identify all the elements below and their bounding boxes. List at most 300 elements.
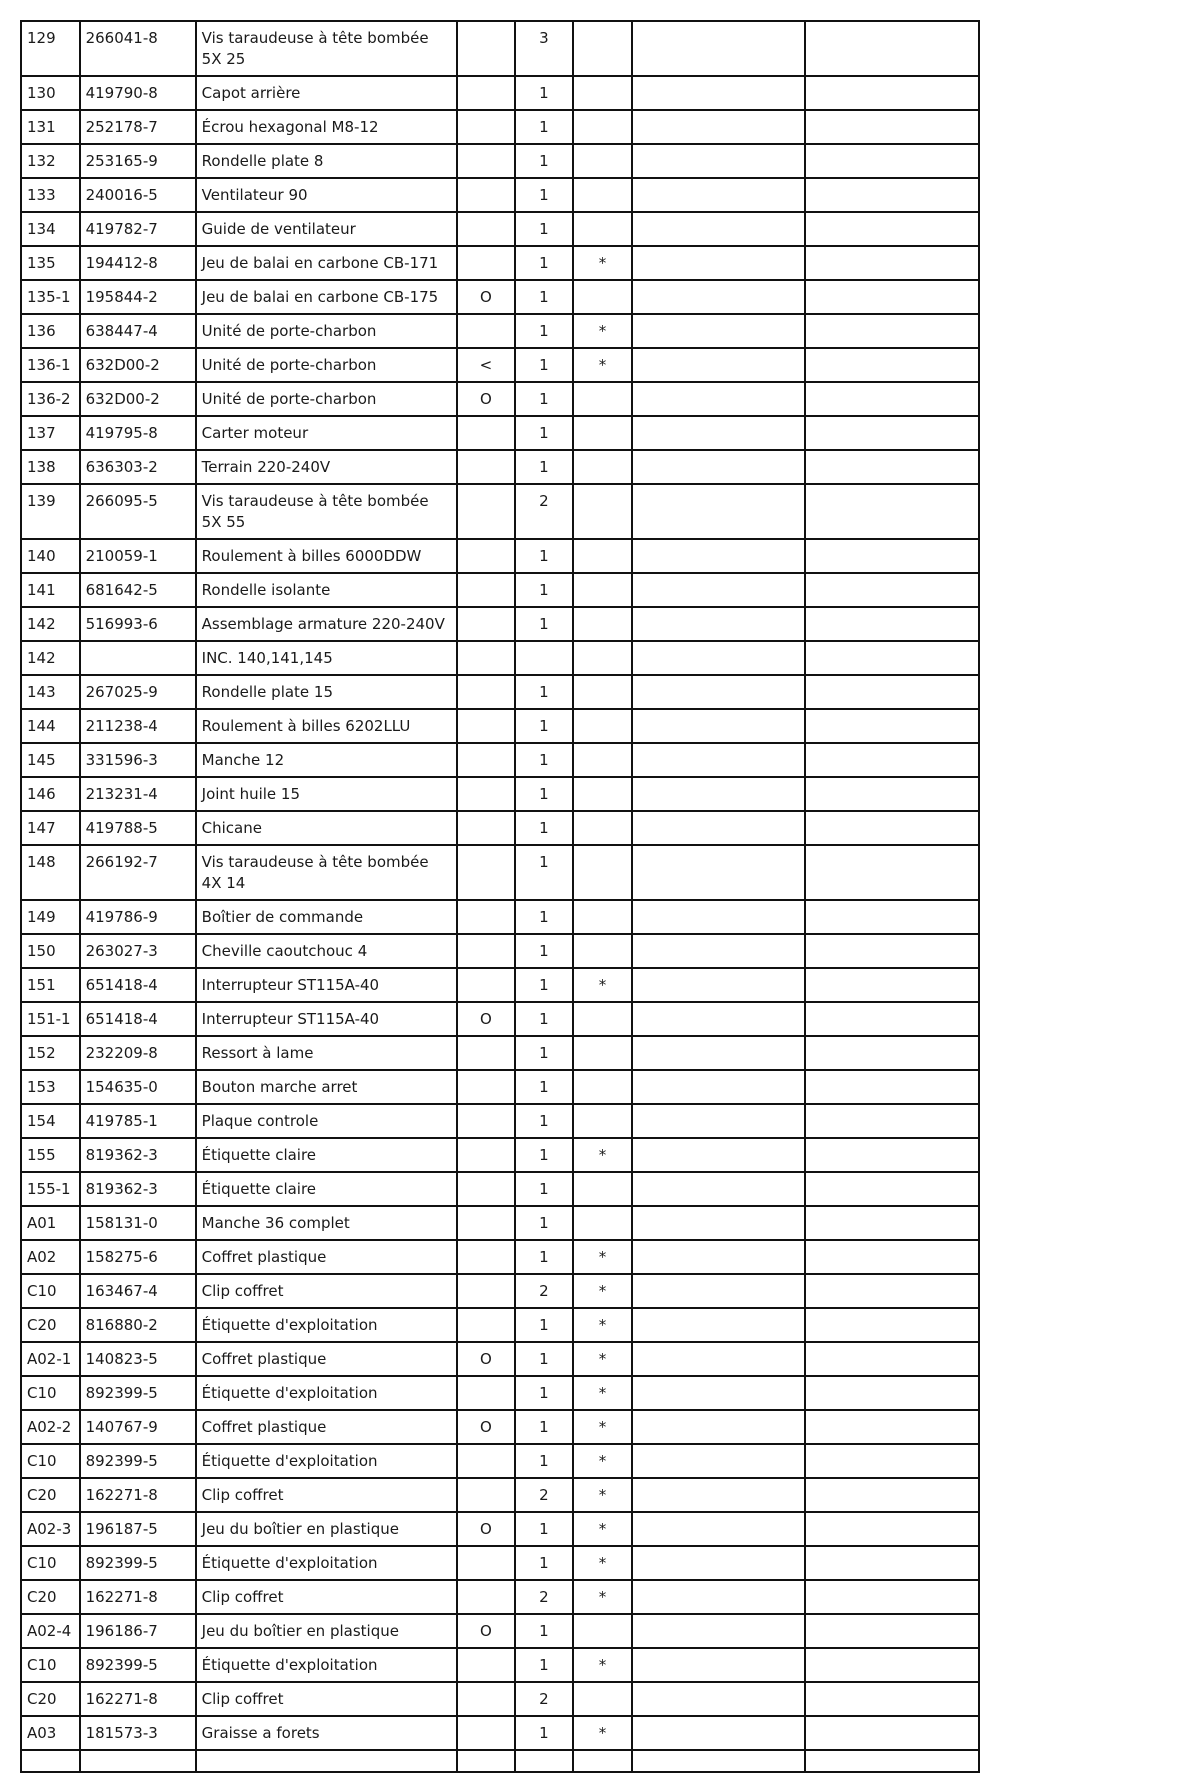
- part-number-cell: 419785-1: [80, 1104, 196, 1138]
- option-flag-cell: [457, 900, 515, 934]
- extra-column-1-cell: [632, 1342, 806, 1376]
- part-description-cell: Roulement à billes 6000DDW: [196, 539, 457, 573]
- table-row: [21, 1342, 979, 1376]
- option-flag-cell: [457, 1750, 515, 1772]
- option-flag-cell: [457, 1240, 515, 1274]
- extra-column-1-cell: [632, 777, 806, 811]
- part-description-cell: Jeu de balai en carbone CB-171: [196, 246, 457, 280]
- item-number-cell: 136: [21, 314, 80, 348]
- part-number-cell: 213231-4: [80, 777, 196, 811]
- note-mark-cell: [573, 110, 632, 144]
- item-number-cell: 136-2: [21, 382, 80, 416]
- note-mark-cell: *: [573, 1342, 632, 1376]
- option-flag-cell: [457, 246, 515, 280]
- option-flag-cell: [457, 1070, 515, 1104]
- part-description-cell: Unité de porte-charbon: [196, 382, 457, 416]
- note-mark-cell: [573, 900, 632, 934]
- part-description-cell: Ressort à lame: [196, 1036, 457, 1070]
- table-row: [21, 1546, 979, 1580]
- table-row: [21, 348, 979, 382]
- option-flag-cell: [457, 1580, 515, 1614]
- extra-column-2-cell: [805, 280, 979, 314]
- extra-column-2-cell: [805, 1546, 979, 1580]
- extra-column-2-cell: [805, 1614, 979, 1648]
- part-description-cell: Clip coffret: [196, 1682, 457, 1716]
- extra-column-2-cell: [805, 1070, 979, 1104]
- table-row: [21, 1206, 979, 1240]
- option-flag-cell: [457, 1478, 515, 1512]
- option-flag-cell: [457, 1444, 515, 1478]
- quantity-cell: 1: [515, 1002, 574, 1036]
- table-row: [21, 709, 979, 743]
- item-number-cell: 141: [21, 573, 80, 607]
- extra-column-2-cell: [805, 1240, 979, 1274]
- quantity-cell: 3: [515, 21, 574, 76]
- extra-column-1-cell: [632, 1648, 806, 1682]
- part-number-cell: 181573-3: [80, 1716, 196, 1750]
- quantity-cell: 1: [515, 416, 574, 450]
- part-number-cell: 266041-8: [80, 21, 196, 76]
- option-flag-cell: [457, 1274, 515, 1308]
- table-row: [21, 144, 979, 178]
- note-mark-cell: [573, 539, 632, 573]
- table-row: [21, 641, 979, 675]
- part-description-cell: Bouton marche arret: [196, 1070, 457, 1104]
- extra-column-1-cell: [632, 1002, 806, 1036]
- extra-column-1-cell: [632, 484, 806, 539]
- note-mark-cell: *: [573, 1376, 632, 1410]
- quantity-cell: 1: [515, 539, 574, 573]
- option-flag-cell: [457, 416, 515, 450]
- parts-list-sheet: [20, 20, 980, 1773]
- quantity-cell: 1: [515, 144, 574, 178]
- option-flag-cell: [457, 968, 515, 1002]
- item-number-cell: 135: [21, 246, 80, 280]
- extra-column-1-cell: [632, 110, 806, 144]
- option-flag-cell: O: [457, 1002, 515, 1036]
- extra-column-1-cell: [632, 1104, 806, 1138]
- note-mark-cell: *: [573, 246, 632, 280]
- option-flag-cell: [457, 484, 515, 539]
- quantity-cell: 1: [515, 743, 574, 777]
- extra-column-1-cell: [632, 314, 806, 348]
- part-number-cell: 266095-5: [80, 484, 196, 539]
- part-description-cell: Coffret plastique: [196, 1342, 457, 1376]
- table-row: [21, 76, 979, 110]
- part-number-cell: 892399-5: [80, 1376, 196, 1410]
- option-flag-cell: [457, 1138, 515, 1172]
- option-flag-cell: [457, 144, 515, 178]
- item-number-cell: C10: [21, 1444, 80, 1478]
- quantity-cell: 1: [515, 900, 574, 934]
- note-mark-cell: *: [573, 1274, 632, 1308]
- extra-column-2-cell: [805, 607, 979, 641]
- part-description-cell: Carter moteur: [196, 416, 457, 450]
- table-row: [21, 1750, 979, 1772]
- extra-column-2-cell: [805, 743, 979, 777]
- parts-table-body: [21, 21, 979, 1772]
- table-row: [21, 1104, 979, 1138]
- note-mark-cell: [573, 743, 632, 777]
- quantity-cell: 1: [515, 811, 574, 845]
- extra-column-2-cell: [805, 573, 979, 607]
- extra-column-1-cell: [632, 1614, 806, 1648]
- table-row: [21, 845, 979, 900]
- part-description-cell: Vis taraudeuse à tête bombée 5X 55: [196, 484, 457, 539]
- extra-column-2-cell: [805, 348, 979, 382]
- extra-column-2-cell: [805, 450, 979, 484]
- extra-column-1-cell: [632, 280, 806, 314]
- item-number-cell: 142: [21, 641, 80, 675]
- option-flag-cell: [457, 675, 515, 709]
- extra-column-1-cell: [632, 675, 806, 709]
- part-number-cell: 163467-4: [80, 1274, 196, 1308]
- extra-column-1-cell: [632, 1240, 806, 1274]
- item-number-cell: 150: [21, 934, 80, 968]
- item-number-cell: 152: [21, 1036, 80, 1070]
- table-row: [21, 246, 979, 280]
- extra-column-2-cell: [805, 212, 979, 246]
- part-number-cell: 196186-7: [80, 1614, 196, 1648]
- part-number-cell: [80, 641, 196, 675]
- option-flag-cell: O: [457, 1614, 515, 1648]
- option-flag-cell: O: [457, 1342, 515, 1376]
- extra-column-2-cell: [805, 934, 979, 968]
- table-row: [21, 1172, 979, 1206]
- part-number-cell: 419790-8: [80, 76, 196, 110]
- extra-column-1-cell: [632, 76, 806, 110]
- extra-column-1-cell: [632, 1716, 806, 1750]
- table-row: [21, 777, 979, 811]
- table-row: [21, 900, 979, 934]
- quantity-cell: 1: [515, 450, 574, 484]
- part-description-cell: Vis taraudeuse à tête bombée 4X 14: [196, 845, 457, 900]
- quantity-cell: 1: [515, 280, 574, 314]
- part-number-cell: 681642-5: [80, 573, 196, 607]
- part-number-cell: 194412-8: [80, 246, 196, 280]
- extra-column-2-cell: [805, 968, 979, 1002]
- table-row: [21, 1478, 979, 1512]
- part-description-cell: Interrupteur ST115A-40: [196, 1002, 457, 1036]
- part-description-cell: Graisse a forets: [196, 1716, 457, 1750]
- extra-column-1-cell: [632, 1750, 806, 1772]
- note-mark-cell: *: [573, 1444, 632, 1478]
- table-row: [21, 1274, 979, 1308]
- part-description-cell: Manche 12: [196, 743, 457, 777]
- extra-column-1-cell: [632, 709, 806, 743]
- note-mark-cell: [573, 1206, 632, 1240]
- option-flag-cell: [457, 1716, 515, 1750]
- option-flag-cell: [457, 314, 515, 348]
- quantity-cell: 1: [515, 709, 574, 743]
- note-mark-cell: *: [573, 314, 632, 348]
- table-row: [21, 314, 979, 348]
- item-number-cell: A01: [21, 1206, 80, 1240]
- item-number-cell: 155: [21, 1138, 80, 1172]
- item-number-cell: 133: [21, 178, 80, 212]
- note-mark-cell: [573, 144, 632, 178]
- extra-column-2-cell: [805, 900, 979, 934]
- extra-column-2-cell: [805, 1376, 979, 1410]
- table-row: [21, 1614, 979, 1648]
- quantity-cell: 1: [515, 348, 574, 382]
- part-number-cell: 158275-6: [80, 1240, 196, 1274]
- quantity-cell: 1: [515, 1376, 574, 1410]
- part-number-cell: 162271-8: [80, 1478, 196, 1512]
- extra-column-2-cell: [805, 1716, 979, 1750]
- extra-column-1-cell: [632, 1410, 806, 1444]
- note-mark-cell: *: [573, 1716, 632, 1750]
- table-row: [21, 1070, 979, 1104]
- part-description-cell: Rondelle plate 15: [196, 675, 457, 709]
- quantity-cell: 1: [515, 1614, 574, 1648]
- note-mark-cell: *: [573, 1308, 632, 1342]
- part-description-cell: Unité de porte-charbon: [196, 314, 457, 348]
- extra-column-2-cell: [805, 675, 979, 709]
- quantity-cell: 1: [515, 1172, 574, 1206]
- part-number-cell: 819362-3: [80, 1138, 196, 1172]
- extra-column-2-cell: [805, 110, 979, 144]
- item-number-cell: 129: [21, 21, 80, 76]
- extra-column-2-cell: [805, 1682, 979, 1716]
- extra-column-1-cell: [632, 1206, 806, 1240]
- quantity-cell: 1: [515, 1308, 574, 1342]
- part-description-cell: Plaque controle: [196, 1104, 457, 1138]
- table-row: [21, 1682, 979, 1716]
- item-number-cell: A02-3: [21, 1512, 80, 1546]
- extra-column-2-cell: [805, 1410, 979, 1444]
- parts-table: [20, 20, 980, 1773]
- extra-column-2-cell: [805, 1138, 979, 1172]
- option-flag-cell: [457, 607, 515, 641]
- extra-column-1-cell: [632, 900, 806, 934]
- item-number-cell: 144: [21, 709, 80, 743]
- quantity-cell: 1: [515, 573, 574, 607]
- extra-column-1-cell: [632, 246, 806, 280]
- option-flag-cell: [457, 743, 515, 777]
- item-number-cell: 143: [21, 675, 80, 709]
- table-row: [21, 539, 979, 573]
- item-number-cell: A02-1: [21, 1342, 80, 1376]
- note-mark-cell: [573, 1614, 632, 1648]
- note-mark-cell: [573, 675, 632, 709]
- item-number-cell: C10: [21, 1274, 80, 1308]
- part-description-cell: Clip coffret: [196, 1478, 457, 1512]
- note-mark-cell: [573, 811, 632, 845]
- table-row: [21, 110, 979, 144]
- extra-column-2-cell: [805, 1648, 979, 1682]
- table-row: [21, 280, 979, 314]
- table-row: [21, 21, 979, 76]
- part-number-cell: 195844-2: [80, 280, 196, 314]
- item-number-cell: C10: [21, 1376, 80, 1410]
- note-mark-cell: [573, 1002, 632, 1036]
- quantity-cell: 1: [515, 76, 574, 110]
- option-flag-cell: [457, 1682, 515, 1716]
- extra-column-2-cell: [805, 1444, 979, 1478]
- extra-column-2-cell: [805, 1478, 979, 1512]
- part-description-cell: Guide de ventilateur: [196, 212, 457, 246]
- quantity-cell: 1: [515, 1648, 574, 1682]
- part-number-cell: 140767-9: [80, 1410, 196, 1444]
- option-flag-cell: [457, 845, 515, 900]
- part-number-cell: 210059-1: [80, 539, 196, 573]
- table-row: [21, 416, 979, 450]
- extra-column-1-cell: [632, 212, 806, 246]
- table-row: [21, 811, 979, 845]
- item-number-cell: 137: [21, 416, 80, 450]
- quantity-cell: 1: [515, 845, 574, 900]
- extra-column-2-cell: [805, 21, 979, 76]
- extra-column-1-cell: [632, 845, 806, 900]
- table-row: [21, 1444, 979, 1478]
- item-number-cell: 151: [21, 968, 80, 1002]
- part-number-cell: 636303-2: [80, 450, 196, 484]
- part-description-cell: Vis taraudeuse à tête bombée 5X 25: [196, 21, 457, 76]
- quantity-cell: 1: [515, 212, 574, 246]
- note-mark-cell: [573, 76, 632, 110]
- extra-column-2-cell: [805, 76, 979, 110]
- table-row: [21, 1512, 979, 1546]
- option-flag-cell: [457, 934, 515, 968]
- quantity-cell: 1: [515, 1444, 574, 1478]
- extra-column-1-cell: [632, 1682, 806, 1716]
- extra-column-2-cell: [805, 1342, 979, 1376]
- item-number-cell: C10: [21, 1648, 80, 1682]
- extra-column-2-cell: [805, 314, 979, 348]
- note-mark-cell: [573, 777, 632, 811]
- quantity-cell: 1: [515, 1410, 574, 1444]
- extra-column-2-cell: [805, 1172, 979, 1206]
- option-flag-cell: [457, 110, 515, 144]
- extra-column-1-cell: [632, 1138, 806, 1172]
- option-flag-cell: [457, 1376, 515, 1410]
- part-number-cell: 252178-7: [80, 110, 196, 144]
- table-row: [21, 450, 979, 484]
- part-description-cell: [196, 1750, 457, 1772]
- part-number-cell: 211238-4: [80, 709, 196, 743]
- item-number-cell: A02-4: [21, 1614, 80, 1648]
- quantity-cell: 2: [515, 1682, 574, 1716]
- quantity-cell: 1: [515, 607, 574, 641]
- note-mark-cell: *: [573, 1580, 632, 1614]
- item-number-cell: A02: [21, 1240, 80, 1274]
- part-number-cell: 516993-6: [80, 607, 196, 641]
- table-row: [21, 212, 979, 246]
- part-number-cell: 419786-9: [80, 900, 196, 934]
- part-number-cell: 253165-9: [80, 144, 196, 178]
- part-description-cell: Étiquette d'exploitation: [196, 1308, 457, 1342]
- table-row: [21, 1716, 979, 1750]
- part-number-cell: 331596-3: [80, 743, 196, 777]
- note-mark-cell: *: [573, 1648, 632, 1682]
- item-number-cell: 155-1: [21, 1172, 80, 1206]
- part-number-cell: 162271-8: [80, 1580, 196, 1614]
- item-number-cell: 136-1: [21, 348, 80, 382]
- note-mark-cell: [573, 607, 632, 641]
- extra-column-1-cell: [632, 348, 806, 382]
- extra-column-1-cell: [632, 1036, 806, 1070]
- extra-column-1-cell: [632, 21, 806, 76]
- item-number-cell: 135-1: [21, 280, 80, 314]
- part-number-cell: 819362-3: [80, 1172, 196, 1206]
- extra-column-1-cell: [632, 1512, 806, 1546]
- table-row: [21, 1240, 979, 1274]
- table-row: [21, 1410, 979, 1444]
- note-mark-cell: [573, 1682, 632, 1716]
- part-number-cell: 651418-4: [80, 968, 196, 1002]
- table-row: [21, 607, 979, 641]
- note-mark-cell: [573, 212, 632, 246]
- item-number-cell: 147: [21, 811, 80, 845]
- note-mark-cell: *: [573, 1478, 632, 1512]
- item-number-cell: 130: [21, 76, 80, 110]
- part-description-cell: Rondelle plate 8: [196, 144, 457, 178]
- part-description-cell: Assemblage armature 220-240V: [196, 607, 457, 641]
- extra-column-1-cell: [632, 1546, 806, 1580]
- note-mark-cell: [573, 573, 632, 607]
- quantity-cell: 1: [515, 777, 574, 811]
- quantity-cell: 1: [515, 246, 574, 280]
- note-mark-cell: *: [573, 1410, 632, 1444]
- extra-column-2-cell: [805, 811, 979, 845]
- part-description-cell: Clip coffret: [196, 1580, 457, 1614]
- extra-column-2-cell: [805, 845, 979, 900]
- note-mark-cell: *: [573, 968, 632, 1002]
- quantity-cell: 2: [515, 484, 574, 539]
- extra-column-2-cell: [805, 709, 979, 743]
- part-description-cell: Joint huile 15: [196, 777, 457, 811]
- part-description-cell: Jeu de balai en carbone CB-175: [196, 280, 457, 314]
- part-description-cell: Terrain 220-240V: [196, 450, 457, 484]
- part-description-cell: Étiquette claire: [196, 1138, 457, 1172]
- part-number-cell: 638447-4: [80, 314, 196, 348]
- extra-column-2-cell: [805, 1750, 979, 1772]
- quantity-cell: 2: [515, 1478, 574, 1512]
- item-number-cell: 131: [21, 110, 80, 144]
- part-number-cell: [80, 1750, 196, 1772]
- note-mark-cell: *: [573, 1546, 632, 1580]
- option-flag-cell: O: [457, 280, 515, 314]
- option-flag-cell: [457, 178, 515, 212]
- note-mark-cell: [573, 1036, 632, 1070]
- item-number-cell: 134: [21, 212, 80, 246]
- part-description-cell: Étiquette claire: [196, 1172, 457, 1206]
- extra-column-1-cell: [632, 1070, 806, 1104]
- note-mark-cell: [573, 21, 632, 76]
- extra-column-1-cell: [632, 382, 806, 416]
- extra-column-2-cell: [805, 1274, 979, 1308]
- quantity-cell: 1: [515, 1342, 574, 1376]
- table-row: [21, 968, 979, 1002]
- quantity-cell: 1: [515, 934, 574, 968]
- option-flag-cell: [457, 709, 515, 743]
- quantity-cell: 1: [515, 1036, 574, 1070]
- item-number-cell: 148: [21, 845, 80, 900]
- option-flag-cell: [457, 1172, 515, 1206]
- quantity-cell: 1: [515, 1070, 574, 1104]
- extra-column-1-cell: [632, 1308, 806, 1342]
- part-description-cell: Chicane: [196, 811, 457, 845]
- part-description-cell: Capot arrière: [196, 76, 457, 110]
- part-description-cell: Étiquette d'exploitation: [196, 1444, 457, 1478]
- part-description-cell: Unité de porte-charbon: [196, 348, 457, 382]
- item-number-cell: C10: [21, 1546, 80, 1580]
- option-flag-cell: [457, 21, 515, 76]
- part-description-cell: Interrupteur ST115A-40: [196, 968, 457, 1002]
- note-mark-cell: [573, 416, 632, 450]
- extra-column-2-cell: [805, 777, 979, 811]
